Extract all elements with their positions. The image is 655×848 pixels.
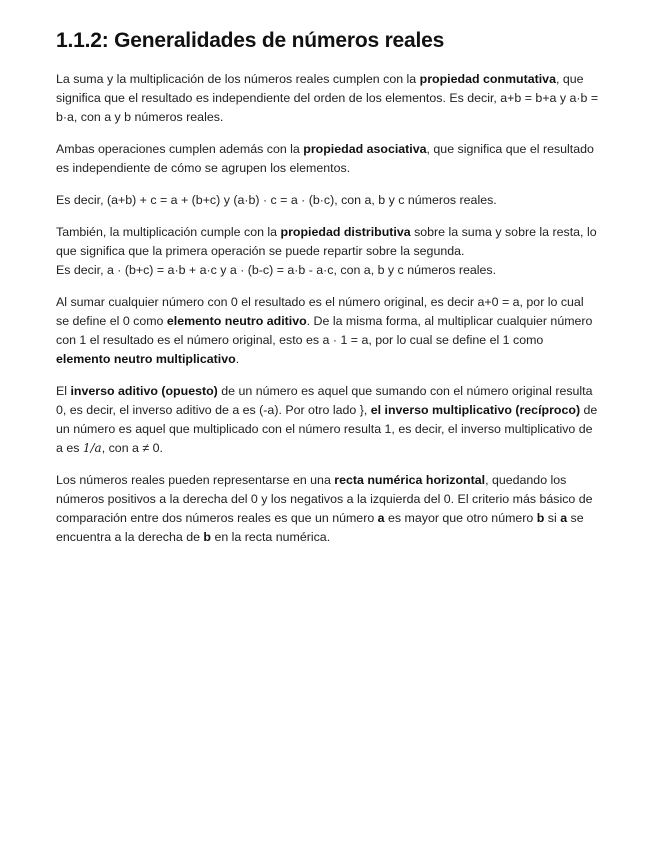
- var-a: a: [560, 511, 568, 525]
- paragraph-asociativa-example: [56, 191, 599, 210]
- term-recta-numerica: recta numérica horizontal: [334, 473, 486, 487]
- text: .: [235, 352, 240, 366]
- term-neutro-multiplicativo: elemento neutro multiplicativo: [56, 352, 236, 366]
- paragraph-distributiva: [56, 223, 599, 280]
- text: Los números reales pueden representarse en una: [56, 473, 335, 487]
- term-neutro-aditivo: elemento neutro aditivo: [166, 314, 307, 328]
- term-inverso-aditivo: inverso aditivo (opuesto): [70, 384, 218, 398]
- paragraph-recta-numerica: [56, 471, 599, 547]
- paragraph-inversos: [56, 382, 599, 458]
- text: sobre la suma y sobre la resta, lo que significa que la primera operación se puede repartir sobre la segunda.: [56, 225, 597, 258]
- text: La suma y la multiplicación de los números reales cumplen con la: [56, 72, 420, 86]
- page-title: 1.1.2: Generalidades de números reales: [56, 29, 445, 52]
- text: se encuentra a la derecha de: [56, 511, 584, 544]
- text: , que significa que el resultado es independiente de cómo se agrupen los elementos.: [56, 142, 594, 175]
- text: El: [56, 384, 71, 398]
- var-a: a: [377, 511, 385, 525]
- text: También, la multiplicación cumple con la: [56, 225, 281, 239]
- term-asociativa: propiedad asociativa: [303, 142, 427, 156]
- text: de un número es aquel que sumando con el número original resulta 0, es decir, el inverso aditivo de a es (-a). Por otro lado },: [56, 384, 593, 417]
- paragraph-neutros: [56, 293, 599, 369]
- text: Ambas operaciones cumplen además con la: [56, 142, 304, 156]
- text: , que significa que el resultado es independiente del orden de los elementos. Es decir, a+b = b+a y a·b = b·a, con a y b números reales.: [56, 72, 599, 124]
- text: Es decir, (a+b) + c = a + (b+c) y (a·b) · c = a · (b·c), con a, b y c números reales.: [56, 193, 497, 207]
- text: en la recta numérica.: [211, 530, 331, 544]
- text: de un número es aquel que multiplicado con el número resulta 1, es decir, el inverso multiplicativo de a es: [56, 403, 598, 455]
- text: Es decir, a · (b+c) = a·b + a·c y a · (b-c) = a·b - a·c, con a, b y c números reales.: [56, 263, 497, 277]
- text: es mayor que otro número: [384, 511, 537, 525]
- text: si: [544, 511, 561, 525]
- term-distributiva: propiedad distributiva: [280, 225, 411, 239]
- paragraph-conmutativa: [56, 70, 599, 127]
- text: . De la misma forma, al multiplicar cualquier número con 1 el resultado es el número original, esto es a · 1 = a, por lo cual se define el 1 como: [56, 314, 593, 347]
- var-b: b: [203, 530, 211, 544]
- var-b: b: [536, 511, 545, 525]
- math-reciprocal: 1/a: [82, 441, 102, 455]
- text: , con a ≠ 0.: [101, 441, 163, 455]
- paragraph-asociativa: [56, 140, 599, 178]
- text: , quedando los números positivos a la derecha del 0 y los negativos a la izquierda del 0. El criterio más básico de comparación entre dos números reales es que un número: [56, 473, 593, 525]
- term-inverso-multiplicativo: el inverso multiplicativo (recíproco): [370, 403, 581, 417]
- term-conmutativa: propiedad conmutativa: [419, 72, 556, 86]
- text: Al sumar cualquier número con 0 el resultado es el número original, es decir a+0 = a, por lo cual se define el 0 como: [56, 295, 584, 328]
